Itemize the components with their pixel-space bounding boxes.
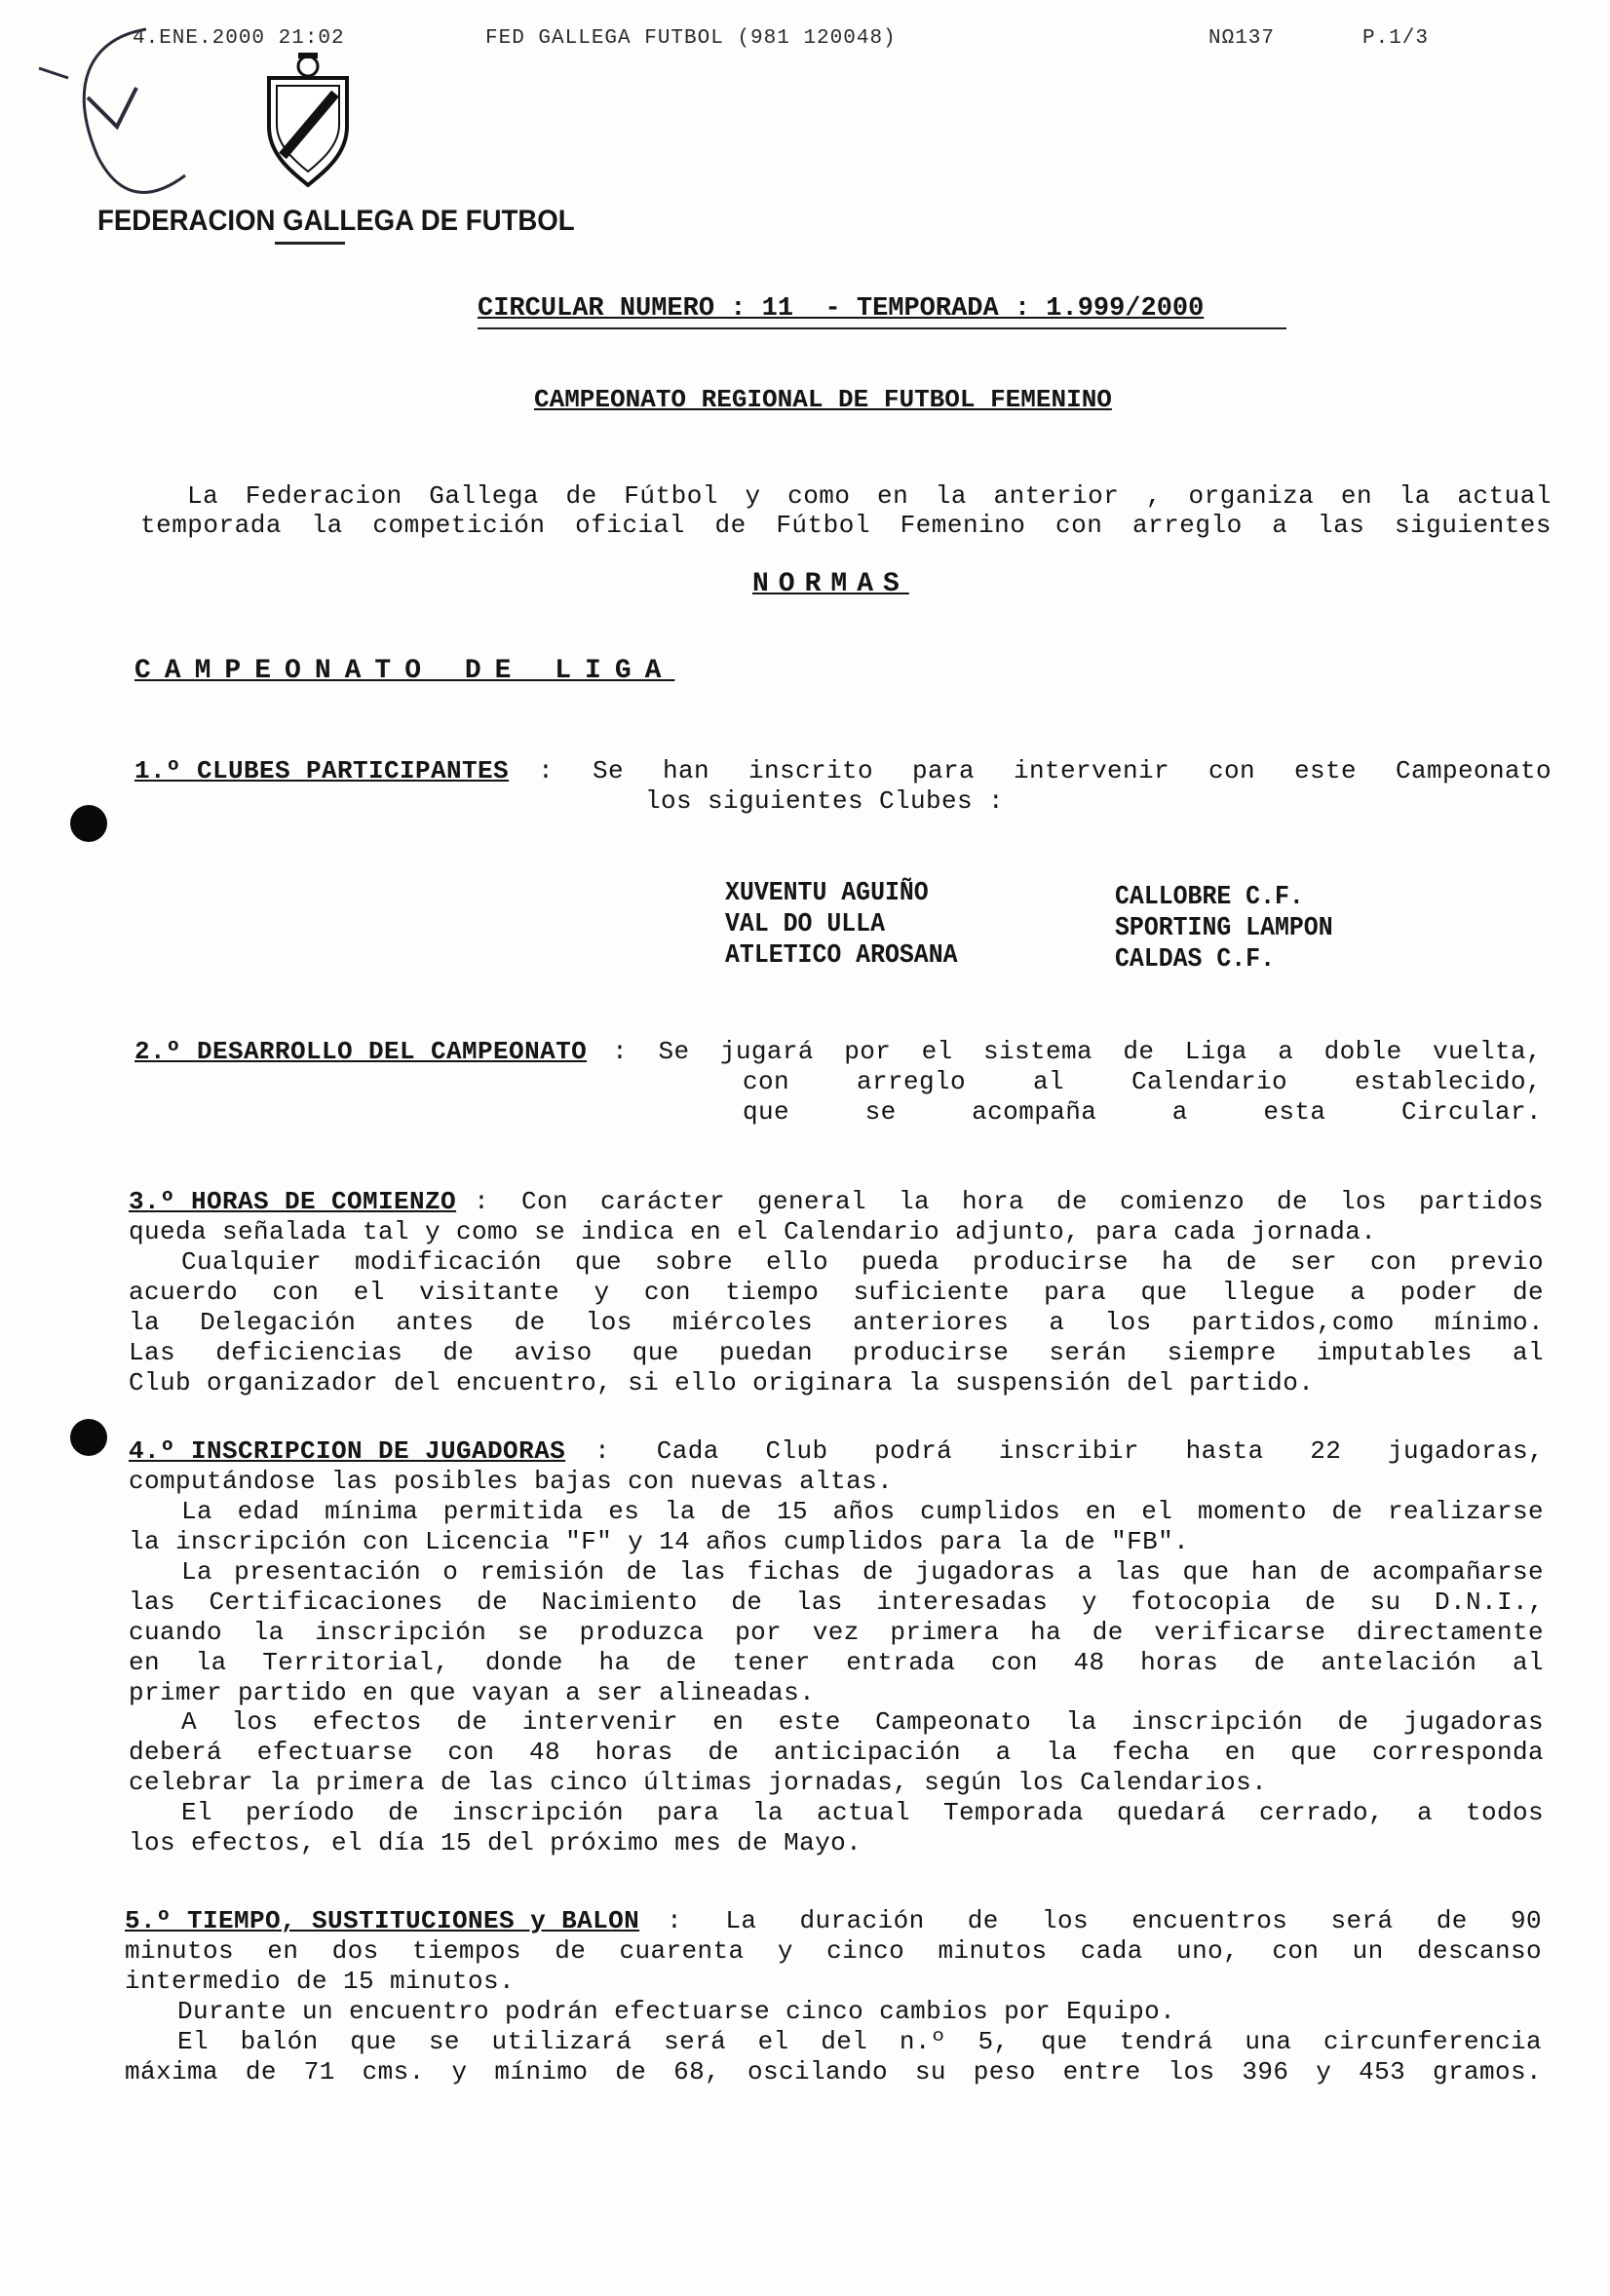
section-4 xyxy=(129,1436,1544,1858)
section-4-line: A los efectos de intervenir en este Campeonato la inscripción de jugadoras xyxy=(181,1707,1544,1738)
punch-hole-bottom xyxy=(70,1419,107,1456)
section-3-line: Cualquier modificación que sobre ello pueda producirse ha de ser con previo xyxy=(181,1246,1544,1277)
section-5-line: minutos en dos tiempos de cuarenta y cinco minutos cada uno, con un descanso xyxy=(125,1935,1542,1966)
club-name: ATLETICO AROSANA xyxy=(725,940,958,971)
section-4-line: La presentación o remisión de las fichas de jugadoras a las que han de acompañarse xyxy=(181,1556,1544,1587)
section-4-line: en la Territorial, donde ha de tener entrada con 48 horas de antelación al xyxy=(129,1647,1544,1677)
section-4-line: primer partido en que vayan a ser alineadas. xyxy=(129,1677,816,1707)
federation-crest-icon xyxy=(263,49,353,187)
punch-hole-top xyxy=(70,805,107,842)
section-4-line: la inscripción con Licencia "F" y 14 años cumplidos para la de "FB". xyxy=(129,1526,1190,1556)
section-4-title: 4.º INSCRIPCION DE JUGADORAS xyxy=(129,1436,566,1466)
liga-title: CAMPEONATO DE LIGA xyxy=(134,656,675,686)
section-5-title: 5.º TIEMPO, SUSTITUCIONES y BALON xyxy=(125,1906,640,1935)
section-3-line: la Delegación antes de los miércoles anteriores a los partidos,como mínimo. xyxy=(129,1307,1544,1337)
section-2-line-3: que se acompaña a esta Circular. xyxy=(743,1096,1542,1127)
circular-heading-rule xyxy=(478,327,1286,329)
section-1-line-2: los siguientes Clubes : xyxy=(645,785,1005,816)
section-3-line: queda señalada tal y como se indica en el Calendario adjunto, para cada jornada. xyxy=(129,1216,1377,1246)
section-5-line: intermedio de 15 minutos. xyxy=(125,1966,516,1996)
section-1-title: 1.º CLUBES PARTICIPANTES xyxy=(134,756,510,785)
section-4-line: computándose las posibles bajas con nuevas altas. xyxy=(129,1466,894,1496)
section-2-line-2: con arreglo al Calendario establecido, xyxy=(743,1066,1542,1096)
section-5-line: El balón que se utilizará será el del n.º 5, que tendrá una circunferencia xyxy=(177,2026,1542,2056)
organization-name: FEDERACION GALLEGA DE FUTBOL xyxy=(97,205,575,237)
club-name: VAL DO ULLA xyxy=(725,909,885,939)
section-5-line-1: : La duración de los encuentros será de 90 xyxy=(667,1906,1542,1935)
clubs-left-column xyxy=(725,879,958,973)
section-4-line: las Certificaciones de Nacimiento de las interesadas y fotocopia de su D.N.I., xyxy=(129,1587,1544,1617)
section-4-line: celebrar la primera de las cinco últimas jornadas, según los Calendarios. xyxy=(129,1768,1268,1798)
section-5-line: máxima de 71 cms. y mínimo de 68, oscilando su peso entre los 396 y 453 gramos. xyxy=(125,2056,1542,2086)
section-3-line: Club organizador del encuentro, si ello originara la suspensión del partido. xyxy=(129,1367,1315,1397)
section-3-line: Las deficiencias de aviso que puedan producirse serán siempre imputables al xyxy=(129,1337,1544,1367)
intro-line-2: temporada la competición oficial de Fútbol Femenino con arreglo a las siguientes xyxy=(140,511,1552,541)
fax-sender: FED GALLEGA FUTBOL (981 120048) xyxy=(485,27,897,50)
section-5 xyxy=(125,1906,1542,2087)
section-1 xyxy=(134,756,1552,817)
section-3 xyxy=(129,1187,1544,1398)
intro-paragraph xyxy=(140,481,1552,540)
fax-number: NΩ137 xyxy=(1208,27,1276,50)
section-4-line: deberá efectuarse con 48 horas de anticipación a la fecha en que corresponda xyxy=(129,1738,1544,1768)
section-4-line: El período de inscripción para la actual Temporada quedará cerrado, a todos xyxy=(181,1798,1544,1828)
club-name: CALDAS C.F. xyxy=(1115,944,1275,975)
section-3-line: acuerdo con el visitante y con tiempo suficiente para que llegue a poder de xyxy=(129,1277,1544,1307)
club-name: CALLOBRE C.F. xyxy=(1115,883,1304,912)
normas-title: NORMAS xyxy=(752,569,909,599)
section-2-title: 2.º DESARROLLO DEL CAMPEONATO xyxy=(134,1037,588,1066)
section-1-line-1: : Se han inscrito para intervenir con este Campeonato xyxy=(538,756,1552,785)
fax-datetime: 4.ENE.2000 21:02 xyxy=(133,27,345,50)
circular-subject: CAMPEONATO REGIONAL DE FUTBOL FEMENINO xyxy=(534,385,1112,414)
section-4-line: cuando la inscripción se produzca por vez primera ha de verificarse directamente xyxy=(129,1617,1544,1647)
intro-line-1: La Federacion Gallega de Fútbol y como en la anterior , organiza en la actual xyxy=(187,481,1552,511)
section-5-line: Durante un encuentro podrán efectuarse cinco cambios por Equipo. xyxy=(177,1996,1176,2026)
section-4-line: La edad mínima permitida es la de 15 años cumplidos en el momento de realizarse xyxy=(181,1496,1544,1526)
club-name: SPORTING LAMPON xyxy=(1115,913,1333,943)
circular-heading: CIRCULAR NUMERO : 11 - TEMPORADA : 1.999/2000 xyxy=(478,294,1205,324)
section-3-title: 3.º HORAS DE COMIENZO xyxy=(129,1187,457,1216)
handwritten-mark xyxy=(29,10,244,214)
section-4-line: los efectos, el día 15 del próximo mes de Mayo. xyxy=(129,1828,862,1858)
section-2 xyxy=(134,1037,1542,1128)
clubs-right-column xyxy=(1115,883,1333,976)
section-4-line-1: : Cada Club podrá inscribir hasta 22 jugadoras, xyxy=(594,1436,1544,1466)
club-name: XUVENTU AGUIÑO xyxy=(725,879,929,908)
section-2-line-1: : Se jugará por el sistema de Liga a doble vuelta, xyxy=(612,1037,1542,1066)
fax-page: P.1/3 xyxy=(1362,27,1430,50)
section-3-line-1: : Con carácter general la hora de comienzo de los partidos xyxy=(474,1187,1544,1216)
organization-rule xyxy=(275,242,345,245)
